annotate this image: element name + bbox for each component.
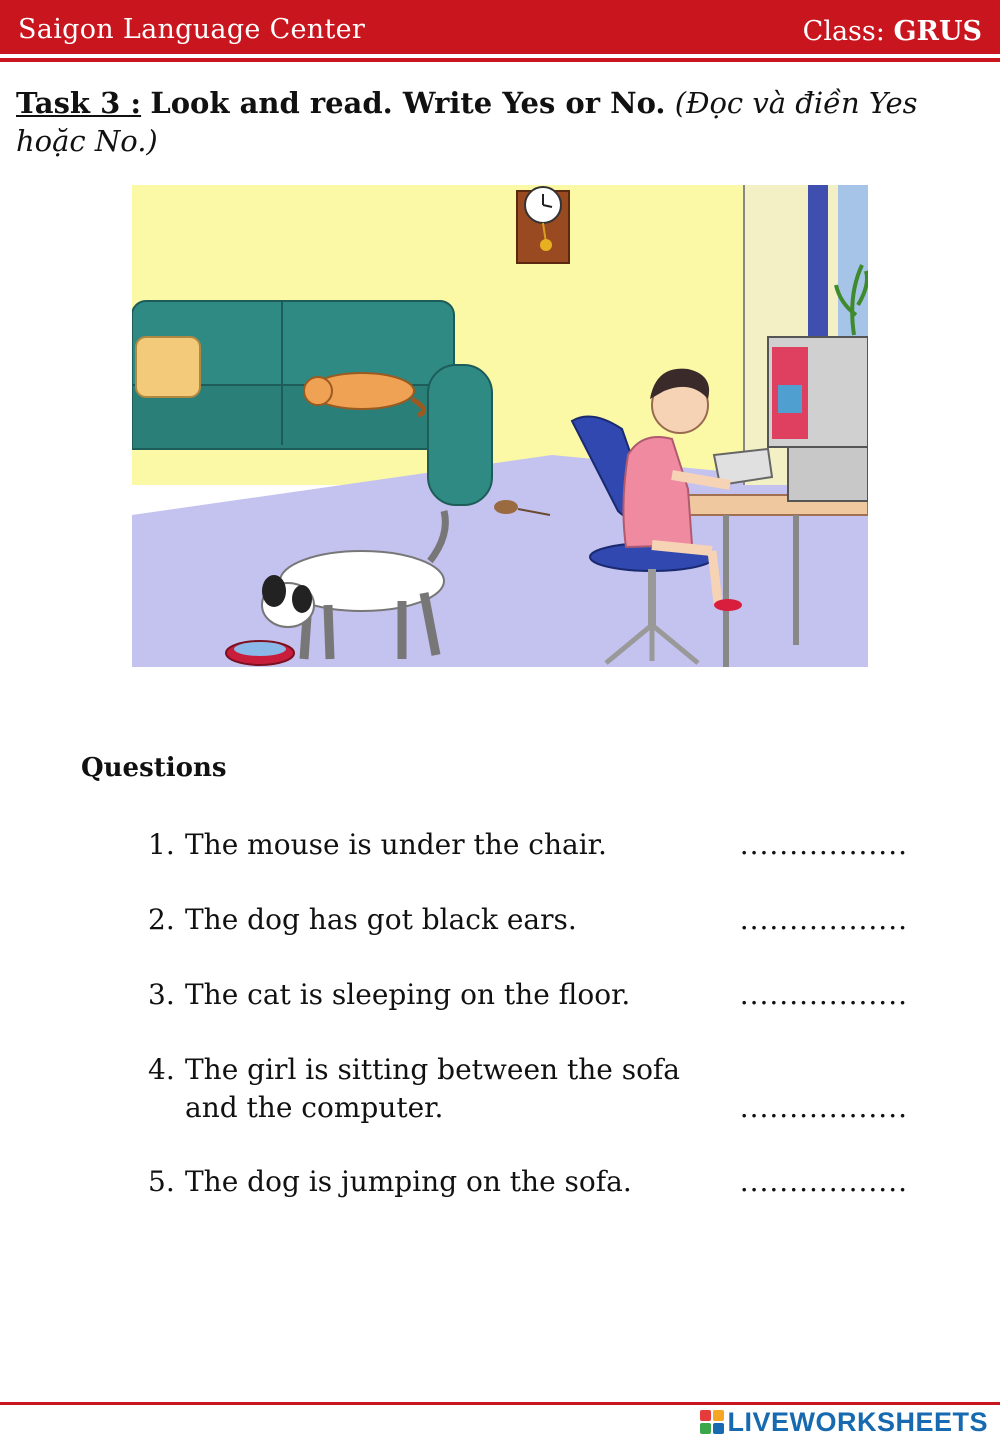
- question-number: 3.: [148, 978, 175, 1011]
- class-label: Class:: [802, 16, 885, 47]
- question-number: 5.: [148, 1165, 175, 1198]
- question-text: The dog has got black ears.: [185, 903, 577, 936]
- question-number: 1.: [148, 828, 175, 861]
- task-heading: [16, 84, 986, 160]
- question-item: [148, 901, 908, 939]
- answer-blank[interactable]: .................: [739, 978, 908, 1011]
- dog-bowl: [226, 641, 294, 665]
- answer-blank[interactable]: .................: [739, 1091, 908, 1124]
- task-label: Task 3 :: [16, 86, 142, 120]
- question-item: [148, 1051, 908, 1127]
- question-number: 4.: [148, 1053, 175, 1086]
- logo-grid-icon: [700, 1410, 724, 1434]
- task-subtitle: (Đọc và điền Yes hoặc No.): [16, 86, 918, 158]
- answer-blank[interactable]: .................: [739, 828, 908, 861]
- wall-clock: [517, 187, 569, 263]
- question-item: [148, 826, 908, 864]
- org-name: Saigon Language Center: [18, 14, 366, 45]
- page-header: [0, 0, 1000, 54]
- question-text: The mouse is under the chair.: [185, 828, 607, 861]
- class-info: [803, 16, 982, 47]
- task-title: Look and read. Write Yes or No.: [150, 86, 666, 120]
- question-item: [148, 1163, 908, 1201]
- questions-heading: Questions: [81, 753, 227, 783]
- scene-illustration: [132, 185, 868, 667]
- question-number: 2.: [148, 903, 175, 936]
- floor: [132, 455, 868, 667]
- question-item: [148, 976, 908, 1014]
- liveworksheets-logo: [700, 1405, 988, 1439]
- question-text: The dog is jumping on the sofa.: [185, 1165, 632, 1198]
- logo-text: LIVEWORKSHEETS: [727, 1406, 988, 1437]
- class-name: GRUS: [893, 16, 982, 47]
- answer-blank[interactable]: .................: [739, 903, 908, 936]
- question-text: The cat is sleeping on the floor.: [185, 978, 631, 1011]
- header-rule: [0, 58, 1000, 62]
- question-text: The girl is sitting between the sofa and the computer.: [185, 1053, 680, 1124]
- answer-blank[interactable]: .................: [739, 1165, 908, 1198]
